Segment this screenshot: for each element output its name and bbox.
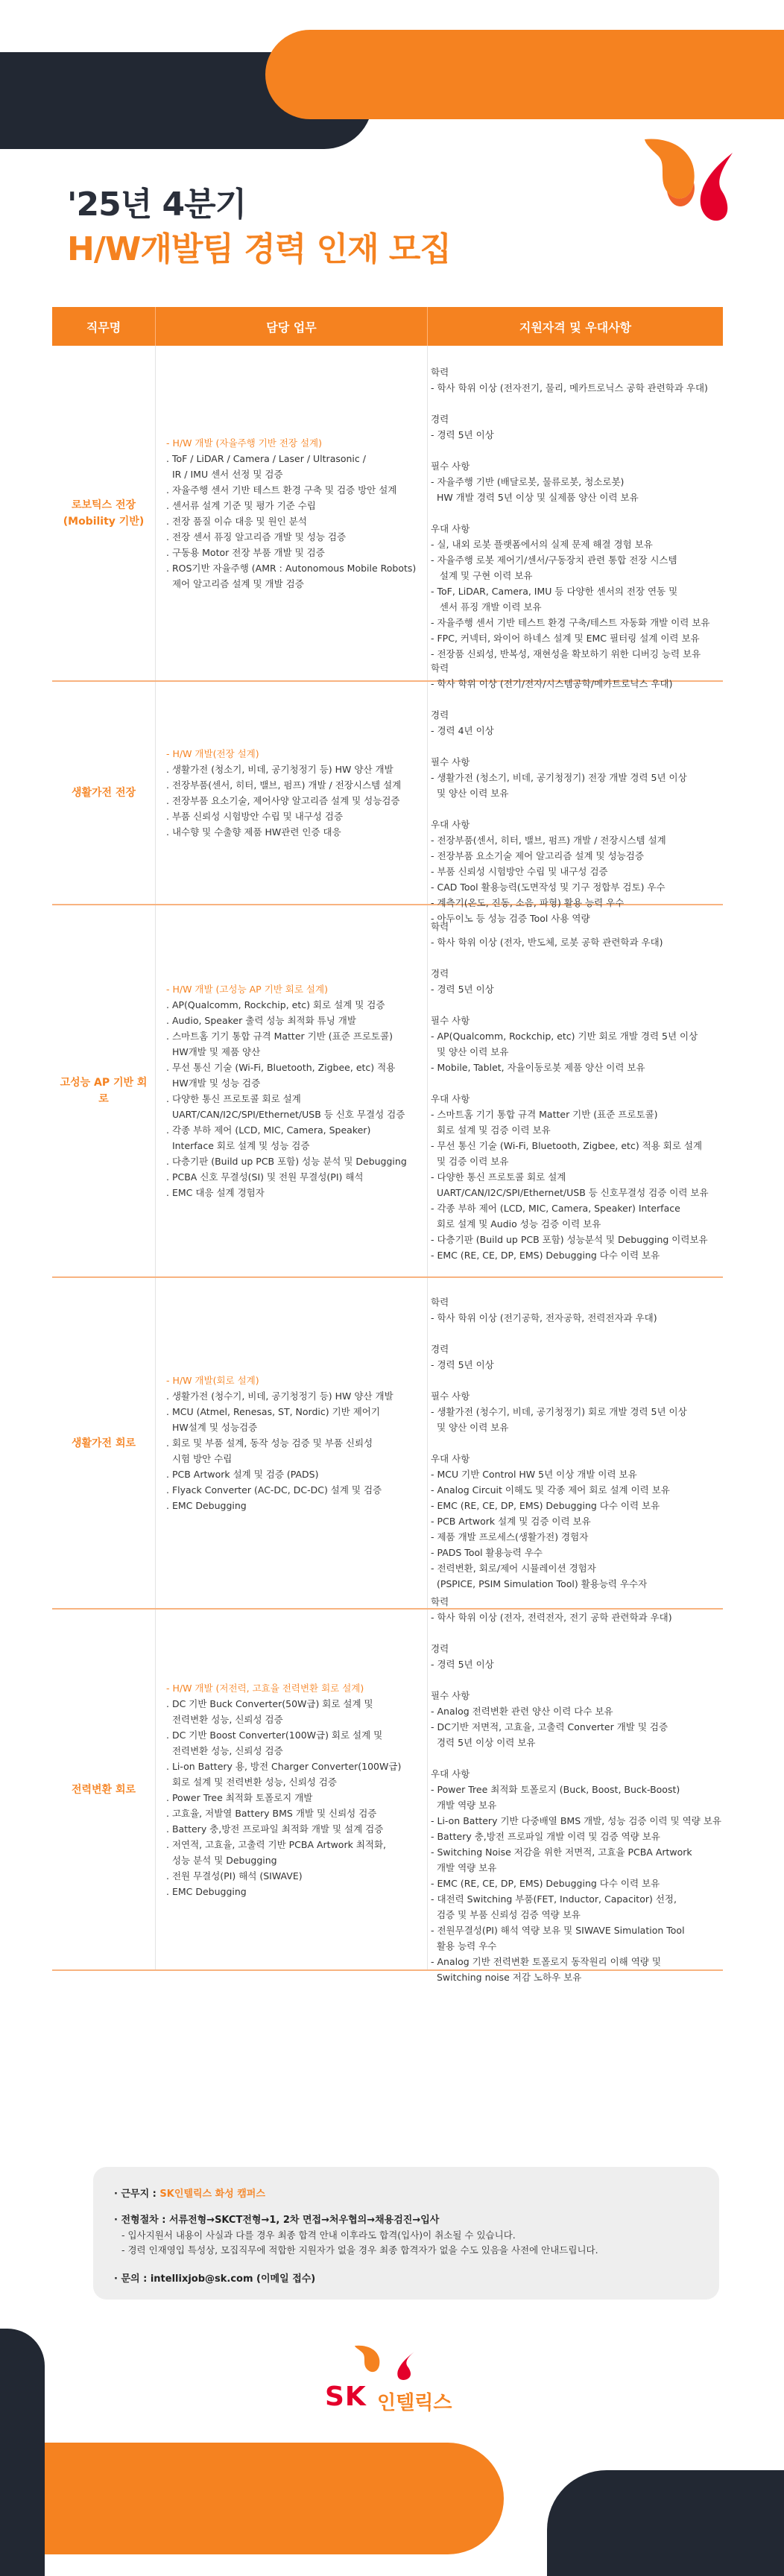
requirement-line: - MCU 기반 Control HW 5년 이상 개발 이력 보유 [431, 1469, 637, 1480]
duty-item: . 회로 및 부품 설계, 동작 성능 검증 및 부품 신뢰성 [166, 1437, 373, 1449]
requirement-title: 필수 사항 [431, 461, 470, 472]
duty-item: . ROS기반 자율주행 (AMR : Autonomous Mobile Robots) [166, 562, 417, 574]
requirement-line: Switching noise 저감 노하우 보유 [431, 1972, 582, 1983]
requirement-block [431, 1594, 717, 1625]
requirement-block [431, 1294, 717, 1326]
requirement-line: - 자율주행 센서 기반 테스트 환경 구축/테스트 자동화 개발 이력 보유 [431, 617, 710, 628]
requirement-line: 활용 능력 우수 [431, 1940, 497, 1952]
header-requirements: 지원자격 및 우대사항 [519, 320, 632, 335]
requirement-line: - 다층기판 (Build up PCB 포함) 성능분석 및 Debugging 이력보유 [431, 1234, 708, 1245]
duty-item: . EMC Debugging [166, 1500, 247, 1511]
duty-item: . PCBA 신호 무결성(SI) 및 전원 무결성(PI) 해석 [166, 1171, 364, 1183]
requirement-line: 및 양산 이력 보유 [431, 1046, 509, 1057]
requirement-title: 필수 사항 [431, 1015, 470, 1026]
requirement-line: - 경력 5년 이상 [431, 429, 494, 440]
requirement-line: 개발 역량 보유 [431, 1800, 497, 1811]
requirement-line: - 전력변환, 회로/제어 시뮬레이션 경험자 [431, 1563, 596, 1574]
duty-item: . ToF / LiDAR / Camera / Laser / Ultrasonic / [166, 452, 366, 464]
requirement-block [431, 458, 717, 505]
requirement-line: 및 양산 이력 보유 [431, 787, 509, 799]
table-row [52, 662, 723, 924]
duty-heading: - H/W 개발(회로 설계) [166, 1375, 259, 1386]
requirement-line: - DC기반 저면적, 고효율, 고출력 Converter 개발 및 검증 [431, 1721, 668, 1732]
requirement-line: - 무선 통신 기술 (Wi-Fi, Bluetooth, Zigbee, etc) 적용 회로 설계 [431, 1140, 703, 1151]
requirement-line: - ToF, LiDAR, Camera, IMU 등 다양한 센서의 전장 연동 및 [431, 586, 678, 597]
page-title-main: H/W개발팀 경력 인재 모집 [67, 230, 451, 268]
duty-item: . DC 기반 Buck Converter(50W급) 회로 설계 및 [166, 1697, 373, 1709]
requirement-line: 개발 역량 보유 [431, 1862, 497, 1873]
duty-item: . AP(Qualcomm, Rockchip, etc) 회로 설계 및 검증 [166, 999, 385, 1010]
duty-item: HW개발 및 성능 검증 [166, 1077, 261, 1089]
page-title-period: '25년 4분기 [67, 186, 247, 224]
job-title-cell [52, 1278, 156, 1608]
requirement-line: - 스마트홈 기기 통합 규격 Matter 기반 (표준 프로토콜) [431, 1109, 658, 1120]
duty-item: . PCB Artwork 설계 및 검증 (PADS) [166, 1469, 319, 1480]
duty-item: . EMC Debugging [166, 1885, 247, 1897]
requirement-line: - CAD Tool 활용능력(도면작성 및 기구 정합부 검토) 우수 [431, 881, 666, 893]
duty-item: . Power Tree 최적화 토폴로지 개발 [166, 1791, 313, 1803]
requirement-title: 경력 [431, 968, 449, 979]
requirement-line: - 생활가전 (청수기, 비데, 공기청정기) 회로 개발 경력 5년 이상 [431, 1406, 687, 1417]
requirement-line: 경력 5년 이상 이력 보유 [431, 1737, 536, 1748]
requirement-title: 우대 사항 [431, 523, 470, 534]
job-title: 생활가전 회로 [71, 1437, 136, 1449]
sk-intellix-logo [298, 2338, 492, 2420]
duties-cell [156, 1610, 428, 1969]
requirement-line: 회로 설계 및 검증 이력 보유 [431, 1124, 551, 1136]
job-title-cell [52, 905, 156, 1276]
requirement-block [431, 1341, 717, 1373]
duty-item: . 전장 품질 이슈 대응 및 원인 분석 [166, 515, 307, 527]
requirement-title: 학력 [431, 1297, 449, 1308]
duty-item: 시험 방안 수립 [166, 1453, 233, 1464]
contact-info [114, 2271, 698, 2287]
requirement-line: - PADS Tool 활용능력 우수 [431, 1547, 543, 1558]
duty-item: . Battery 충,방전 프로파일 최적화 개발 및 설계 검증 [166, 1823, 384, 1835]
duties-cell [156, 346, 428, 680]
table-header [52, 307, 723, 346]
requirement-block [431, 754, 717, 801]
requirement-title: 경력 [431, 709, 449, 721]
decor-dark-bar-bottom-left [0, 2329, 45, 2576]
requirements-cell [428, 662, 723, 924]
requirement-title: 우대 사항 [431, 1768, 470, 1779]
notice-line: - 경력 인재영입 특성상, 모집직무에 적합한 지원자가 없을 경우 최종 합격자가 없을 수도 있음을 사전에 안내드립니다. [121, 2244, 598, 2256]
duty-item: . DC 기반 Boost Converter(100W급) 회로 설계 및 [166, 1729, 383, 1741]
duty-item: . 전장 센서 퓨징 알고리즘 개발 및 성능 검증 [166, 531, 347, 542]
duty-item: . 각종 부하 제어 (LCD, MIC, Camera, Speaker) [166, 1124, 371, 1136]
info-box [93, 2167, 719, 2300]
job-table [52, 307, 723, 1983]
requirement-line: - 학사 학위 이상 (전기공학, 전자공학, 전력전자과 우대) [431, 1312, 657, 1323]
duty-item: . 저연적, 고효율, 고출력 기반 PCBA Artwork 최적화, [166, 1838, 386, 1850]
hiring-process-label: · 전형절차 : 서류전형→SKCT전형→1, 2차 면접→처우협의→채용검진→입사 [114, 2215, 440, 2226]
requirement-block [431, 660, 717, 692]
duty-item: . 내수향 및 수출향 제품 HW관련 인증 대응 [166, 826, 341, 838]
requirement-line: - FPC, 커넥터, 와이어 하네스 설계 및 EMC 필터링 설계 이력 보유 [431, 633, 700, 644]
requirement-line: - EMC (RE, CE, DP, EMS) Debugging 다수 이력 보유 [431, 1878, 660, 1889]
requirement-line: - Battery 충,방전 프로파일 개발 이력 및 검증 역량 보유 [431, 1831, 660, 1842]
requirement-line: - 학사 학위 이상 (전기/전자/시스템공학/메카트로닉스 우대) [431, 677, 673, 689]
requirement-line: - Analog 기반 전력변환 토폴로지 동작원리 이해 역량 및 [431, 1956, 661, 1967]
requirement-block [431, 364, 717, 396]
job-title: 전력변환 회로 [71, 1783, 136, 1796]
requirement-line: 검증 및 부품 신뢰성 검증 역량 보유 [431, 1909, 581, 1920]
requirement-line: - Switching Noise 저감을 위한 저면적, 고효율 PCBA Artwork [431, 1846, 692, 1858]
requirement-title: 경력 [431, 1344, 449, 1355]
table-row [52, 346, 723, 682]
requirement-block [431, 919, 717, 950]
logo-sk-text: SK [325, 2382, 367, 2412]
requirement-line: - EMC (RE, CE, DP, EMS) Debugging 다수 이력 보유 [431, 1500, 660, 1511]
duty-item: . 전원 무결성(PI) 해석 (SIWAVE) [166, 1870, 303, 1882]
requirements-cell [428, 905, 723, 1276]
decor-dark-bar-bottom-right [547, 2470, 784, 2576]
requirement-line: 및 검증 이력 보유 [431, 1156, 509, 1167]
requirement-line: - 전장부품 요소기술 제어 알고리즘 설계 및 성능검증 [431, 849, 644, 861]
requirement-block [431, 966, 717, 997]
requirement-block [431, 1091, 717, 1263]
requirement-line: - AP(Qualcomm, Rockchip, etc) 기반 회로 개발 경력 5년 이상 [431, 1031, 698, 1042]
requirements-cell [428, 1596, 723, 1983]
duty-item: UART/CAN/I2C/SPI/Ethernet/USB 등 신호 무결성 검증 [166, 1109, 405, 1120]
duty-item: . 전장부품(센서, 히터, 밸브, 펌프) 개발 / 전장시스템 설계 [166, 779, 402, 791]
requirement-line: - 자율주행 기반 (배달로봇, 물류로봇, 청소로봇) [431, 476, 625, 487]
requirement-line: - 전장부품(센서, 히터, 밸브, 펌프) 개발 / 전장시스템 설계 [431, 834, 666, 846]
requirements-cell [428, 1278, 723, 1608]
decor-orange-bar-top [265, 30, 784, 119]
requirement-block [431, 707, 717, 738]
requirement-line: 및 양산 이력 보유 [431, 1422, 509, 1433]
header-duties: 담당 업무 [156, 307, 428, 346]
requirement-line: 회로 설계 및 Audio 성능 검증 이력 보유 [431, 1218, 601, 1230]
job-title-cell [52, 1610, 156, 1969]
work-location-label: · 근무지 : [114, 2189, 160, 2200]
requirement-title: 학력 [431, 367, 449, 378]
requirement-line: - 제품 개발 프로세스(생활가전) 경험자 [431, 1531, 589, 1542]
duty-item: . 고효율, 저발열 Battery BMS 개발 및 신뢰성 검증 [166, 1807, 377, 1819]
duty-item: . 부품 신뢰성 시험방안 수립 및 내구성 검증 [166, 811, 344, 822]
requirement-title: 우대 사항 [431, 1453, 470, 1464]
work-location [114, 2186, 698, 2202]
table-row [52, 905, 723, 1278]
requirement-line: - Mobile, Tablet, 자율이동로봇 제품 양산 이력 보유 [431, 1062, 645, 1073]
requirements-cell [428, 346, 723, 680]
sk-wing-logo-icon [352, 2338, 416, 2380]
requirement-line: HW 개발 경력 5년 이상 및 실제품 양산 이력 보유 [431, 492, 639, 503]
duty-item: . 생활가전 (청소기, 비데, 공기청정기 등) HW 양산 개발 [166, 764, 393, 775]
requirement-title: 학력 [431, 1596, 449, 1607]
duty-item: . EMC 대응 설계 경험자 [166, 1187, 265, 1198]
requirement-title: 학력 [431, 921, 449, 932]
requirement-line: - Analog Circuit 이해도 및 각종 제어 회로 설계 이력 보유 [431, 1484, 670, 1496]
job-title: 고성능 AP 기반 회로 [60, 1077, 148, 1105]
work-location-value: SK인텔릭스 화성 캠퍼스 [159, 2189, 265, 2200]
requirement-line: - 전원무결성(PI) 해석 역량 보유 및 SIWAVE Simulation Tool [431, 1925, 685, 1936]
duties-cell [156, 1278, 428, 1608]
requirement-line: - 계측기(온도, 진동, 소음, 파형) 활용 능력 우수 [431, 896, 625, 908]
requirement-block [431, 1641, 717, 1672]
requirement-line: UART/CAN/I2C/SPI/Ethernet/USB 등 신호무결성 검증 이력 보유 [431, 1187, 709, 1198]
requirement-line: - 전장품 신뢰성, 반복성, 재현성을 확보하기 위한 디버깅 능력 보유 [431, 648, 701, 659]
duty-heading: - H/W 개발(전장 설계) [166, 748, 259, 759]
requirement-line: 설계 및 구현 이력 보유 [431, 570, 533, 581]
requirement-line: - 경력 5년 이상 [431, 984, 494, 995]
duty-item: Interface 회로 설계 및 성능 검증 [166, 1140, 310, 1151]
duty-item: . Li-on Battery 용, 방전 Charger Converter(100W급) [166, 1760, 402, 1772]
requirement-line: - Li-on Battery 기반 다중배열 BMS 개발, 성능 검증 이력 및 역량 보유 [431, 1815, 721, 1826]
requirement-line: - 부품 신뢰성 시험방안 수립 및 내구성 검증 [431, 865, 608, 877]
duty-heading: - H/W 개발 (저전력, 고효율 전력변환 회로 설계) [166, 1682, 364, 1694]
duty-item: . 생활가전 (청수기, 비데, 공기청정기 등) HW 양산 개발 [166, 1390, 393, 1402]
decor-orange-bar-bottom [0, 2443, 504, 2554]
requirement-title: 경력 [431, 1643, 449, 1654]
requirement-title: 필수 사항 [431, 756, 470, 768]
duty-item: . 센서류 설계 기준 및 평가 기준 수립 [166, 499, 316, 511]
requirement-line: - 각종 부하 제어 (LCD, MIC, Camera, Speaker) Interface [431, 1203, 680, 1214]
sk-wing-logo-icon [637, 123, 734, 227]
duty-item: 제어 알고리즘 설계 및 개발 검증 [166, 577, 304, 589]
header-job-title: 직무명 [52, 307, 156, 346]
contact-email: · 문의 : intellixjob@sk.com (이메일 접수) [114, 2273, 316, 2285]
requirement-line: - 자율주행 로봇 제어기/센서/구동장치 관련 통합 전장 시스템 [431, 554, 677, 566]
requirement-line: - 경력 5년 이상 [431, 1659, 494, 1670]
duty-item: 전력변환 성능, 신뢰성 검증 [166, 1744, 283, 1756]
job-title: 생활가전 전장 [71, 787, 136, 799]
requirement-title: 우대 사항 [431, 818, 470, 830]
requirement-block [431, 1688, 717, 1750]
notice-line: - 입사지원서 내용이 사실과 다를 경우 최종 합격 안내 이후라도 합격(입사)이 취소될 수 있습니다. [121, 2230, 516, 2241]
duty-item: HW개발 및 제품 양산 [166, 1046, 261, 1057]
requirement-line: - 아두이노 등 성능 검증 Tool 사용 역량 [431, 912, 590, 924]
duty-item: . Audio, Speaker 출력 성능 최적화 튜닝 개발 [166, 1015, 356, 1026]
duty-item: . 자율주행 센서 기반 테스트 환경 구축 및 검증 방안 설계 [166, 484, 397, 496]
requirement-line: - 대전력 Switching 부품(FET, Inductor, Capacitor) 선정, [431, 1893, 677, 1905]
requirement-line: - 경력 4년 이상 [431, 724, 494, 736]
requirement-line: (PSPICE, PSIM Simulation Tool) 활용능력 우수자 [431, 1578, 648, 1589]
requirement-title: 필수 사항 [431, 1390, 470, 1402]
requirement-block [431, 1766, 721, 1985]
requirement-line: - 경력 5년 이상 [431, 1359, 494, 1370]
duty-item: 회로 설계 및 전력변환 성능, 신뢰성 검증 [166, 1776, 337, 1788]
requirement-line: - 다양한 통신 프로토콜 회로 설계 [431, 1171, 566, 1183]
requirement-line: - 실, 내외 로봇 플랫폼에서의 실제 문제 해결 경험 보유 [431, 539, 653, 550]
table-row [52, 1596, 723, 1983]
duty-item: . MCU (Atmel, Renesas, ST, Nordic) 기반 제어기 [166, 1406, 380, 1417]
duties-cell [156, 905, 428, 1276]
duty-item: 전력변환 성능, 신뢰성 검증 [166, 1713, 283, 1725]
requirement-line: - Power Tree 최적화 토폴로지 (Buck, Boost, Buck-Boost) [431, 1784, 680, 1795]
requirement-line: - PCB Artwork 설계 및 검증 이력 보유 [431, 1516, 591, 1527]
duty-item: IR / IMU 센서 선정 및 검증 [166, 468, 283, 480]
duty-item: . 다양한 통신 프로토콜 회로 설계 [166, 1093, 301, 1104]
duty-heading: - H/W 개발 (고성능 AP 기반 회로 설계) [166, 984, 328, 995]
duty-item: HW설계 및 성능검증 [166, 1422, 258, 1433]
requirement-block [431, 1013, 717, 1075]
requirement-line: 센서 퓨징 개발 이력 보유 [431, 601, 542, 613]
duty-heading: - H/W 개발 (자율주행 기반 전장 설계) [166, 437, 322, 449]
duty-item: . 스마트홈 기기 통합 규격 Matter 기반 (표준 프로토콜) [166, 1031, 393, 1042]
job-title-cell [52, 346, 156, 680]
requirement-line: - EMC (RE, CE, DP, EMS) Debugging 다수 이력 보유 [431, 1250, 660, 1261]
requirement-title: 우대 사항 [431, 1093, 470, 1104]
requirement-line: - 생활가전 (청소기, 비데, 공기청정기) 전장 개발 경력 5년 이상 [431, 771, 687, 783]
duty-item: . 전장부품 요소기술, 제어사양 알고리즘 설계 및 성능검증 [166, 795, 400, 806]
requirement-line: - Analog 전력변환 관련 양산 이력 다수 보유 [431, 1706, 613, 1717]
requirement-line: - 학사 학위 이상 (전자, 반도체, 로봇 공학 관련학과 우대) [431, 937, 663, 948]
requirement-line: - 학사 학위 이상 (전자, 전력전자, 전기 공학 관련학과 우대) [431, 1612, 672, 1623]
requirement-block [431, 1388, 717, 1435]
job-title-cell [52, 682, 156, 904]
requirement-line: - 학사 학위 이상 (전자전기, 물리, 메카트로닉스 공학 관련학과 우대) [431, 382, 708, 393]
requirement-title: 학력 [431, 662, 449, 674]
requirement-block [431, 1451, 717, 1592]
duty-item: 성능 분석 및 Debugging [166, 1854, 277, 1866]
table-body [52, 346, 723, 1983]
requirement-block [431, 411, 717, 443]
duty-item: . 무선 통신 기술 (Wi-Fi, Bluetooth, Zigbee, etc) 적용 [166, 1062, 396, 1073]
duty-item: . 다층기판 (Build up PCB 포함) 성능 분석 및 Debugging [166, 1156, 407, 1167]
duty-item: . 구동용 Motor 전장 부품 개발 및 검증 [166, 546, 325, 558]
duty-item: . Flyack Converter (AC-DC, DC-DC) 설계 및 검증 [166, 1484, 382, 1496]
requirement-block [431, 521, 717, 662]
requirement-title: 필수 사항 [431, 1690, 470, 1701]
requirement-title: 경력 [431, 414, 449, 425]
job-title: 로보틱스 전장 (Mobility 기반) [63, 499, 145, 528]
table-row [52, 1278, 723, 1610]
logo-brand-text: 인텔릭스 [377, 2392, 452, 2414]
duties-cell [156, 682, 428, 904]
hiring-process [114, 2212, 698, 2228]
